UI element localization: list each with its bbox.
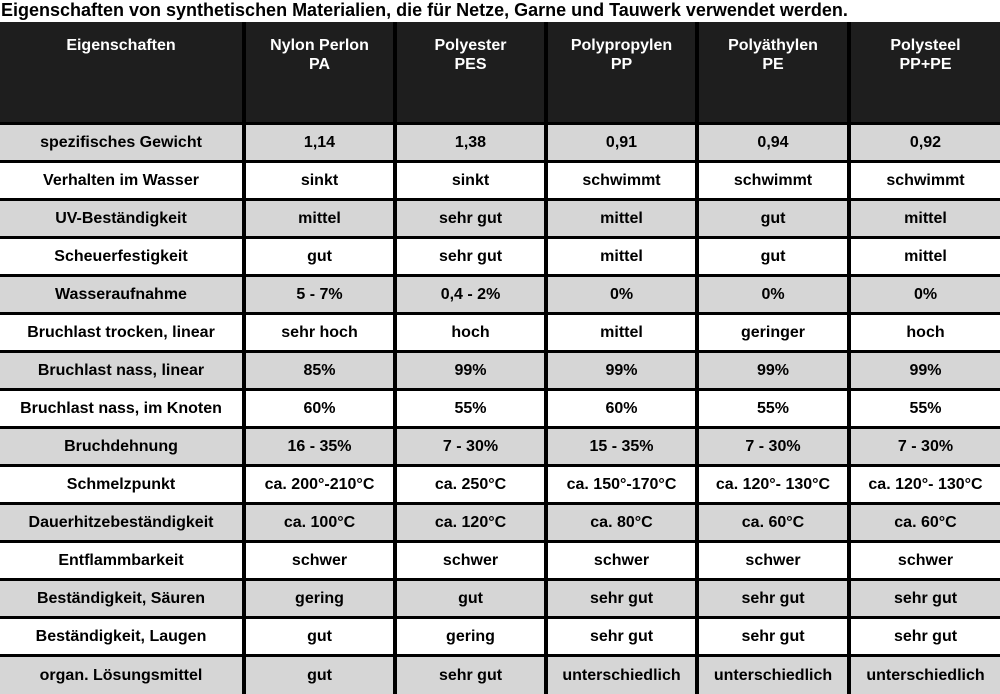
value-cell-pp: sehr gut xyxy=(546,618,697,656)
row-label-cell: Schmelzpunkt xyxy=(0,466,244,504)
value-cell-pp: mittel xyxy=(546,200,697,238)
value-cell-pp-pe: schwimmt xyxy=(849,162,1000,200)
value-cell-pp-pe: hoch xyxy=(849,314,1000,352)
header-cell-pp-pe xyxy=(849,22,1000,124)
header-line1: Polyester xyxy=(397,36,544,55)
table-row xyxy=(0,618,1000,656)
header-line2: PA xyxy=(246,55,393,74)
value-cell-pes: 55% xyxy=(395,390,546,428)
row-label-cell: Entflammbarkeit xyxy=(0,542,244,580)
value-cell-pes: sinkt xyxy=(395,162,546,200)
header-cell-pp xyxy=(546,22,697,124)
header-cell-pe xyxy=(697,22,849,124)
value-cell-pp: unterschiedlich xyxy=(546,656,697,694)
value-cell-pa: 60% xyxy=(244,390,395,428)
value-cell-pp: ca. 150°-170°C xyxy=(546,466,697,504)
header-line2: PE xyxy=(699,55,847,74)
value-cell-pe: gut xyxy=(697,238,849,276)
row-label-cell: organ. Lösungsmittel xyxy=(0,656,244,694)
header-line2: PP xyxy=(548,55,695,74)
value-cell-pa: gut xyxy=(244,238,395,276)
value-cell-pe: sehr gut xyxy=(697,618,849,656)
value-cell-pa: gering xyxy=(244,580,395,618)
value-cell-pp: schwer xyxy=(546,542,697,580)
value-cell-pa: sehr hoch xyxy=(244,314,395,352)
value-cell-pe: sehr gut xyxy=(697,580,849,618)
value-cell-pp: 0,91 xyxy=(546,124,697,162)
properties-table xyxy=(0,22,1000,694)
value-cell-pes: ca. 250°C xyxy=(395,466,546,504)
value-cell-pa: ca. 100°C xyxy=(244,504,395,542)
value-cell-pe: ca. 120°- 130°C xyxy=(697,466,849,504)
value-cell-pa: mittel xyxy=(244,200,395,238)
value-cell-pa: ca. 200°-210°C xyxy=(244,466,395,504)
table-row xyxy=(0,580,1000,618)
value-cell-pes: sehr gut xyxy=(395,200,546,238)
value-cell-pa: 5 - 7% xyxy=(244,276,395,314)
row-label-cell: Wasseraufnahme xyxy=(0,276,244,314)
header-line1: Eigenschaften xyxy=(66,37,175,54)
table-body xyxy=(0,124,1000,694)
value-cell-pp: 60% xyxy=(546,390,697,428)
row-label-cell: Verhalten im Wasser xyxy=(0,162,244,200)
row-label-cell: spezifisches Gewicht xyxy=(0,124,244,162)
table-row xyxy=(0,162,1000,200)
value-cell-pp: 15 - 35% xyxy=(546,428,697,466)
value-cell-pp-pe: 55% xyxy=(849,390,1000,428)
table-row xyxy=(0,238,1000,276)
value-cell-pe: schwimmt xyxy=(697,162,849,200)
header-line1: Polysteel xyxy=(851,36,1000,55)
value-cell-pp-pe: sehr gut xyxy=(849,580,1000,618)
value-cell-pp-pe: 7 - 30% xyxy=(849,428,1000,466)
value-cell-pp-pe: sehr gut xyxy=(849,618,1000,656)
value-cell-pe: 55% xyxy=(697,390,849,428)
value-cell-pp: schwimmt xyxy=(546,162,697,200)
value-cell-pp-pe: 99% xyxy=(849,352,1000,390)
value-cell-pes: ca. 120°C xyxy=(395,504,546,542)
value-cell-pp-pe: 0% xyxy=(849,276,1000,314)
row-label-cell: UV-Beständigkeit xyxy=(0,200,244,238)
value-cell-pes: 1,38 xyxy=(395,124,546,162)
row-label-cell: Dauerhitzebeständigkeit xyxy=(0,504,244,542)
table-row xyxy=(0,428,1000,466)
value-cell-pa: 1,14 xyxy=(244,124,395,162)
value-cell-pes: 7 - 30% xyxy=(395,428,546,466)
value-cell-pes: schwer xyxy=(395,542,546,580)
value-cell-pp-pe: unterschiedlich xyxy=(849,656,1000,694)
value-cell-pp-pe: mittel xyxy=(849,238,1000,276)
value-cell-pe: unterschiedlich xyxy=(697,656,849,694)
value-cell-pp-pe: mittel xyxy=(849,200,1000,238)
value-cell-pp: mittel xyxy=(546,314,697,352)
value-cell-pes: gut xyxy=(395,580,546,618)
row-label-cell: Bruchlast nass, linear xyxy=(0,352,244,390)
value-cell-pes: 0,4 - 2% xyxy=(395,276,546,314)
value-cell-pp: ca. 80°C xyxy=(546,504,697,542)
header-line2: PES xyxy=(397,55,544,74)
row-label-cell: Bruchdehnung xyxy=(0,428,244,466)
header-line1: Polyäthylen xyxy=(699,36,847,55)
row-label-cell: Beständigkeit, Säuren xyxy=(0,580,244,618)
value-cell-pe: schwer xyxy=(697,542,849,580)
header-line1: Nylon Perlon xyxy=(246,36,393,55)
row-label-cell: Scheuerfestigkeit xyxy=(0,238,244,276)
value-cell-pa: gut xyxy=(244,618,395,656)
value-cell-pe: 0% xyxy=(697,276,849,314)
table-row xyxy=(0,200,1000,238)
header-cell-properties xyxy=(0,22,244,124)
value-cell-pa: 16 - 35% xyxy=(244,428,395,466)
value-cell-pes: 99% xyxy=(395,352,546,390)
value-cell-pp-pe: 0,92 xyxy=(849,124,1000,162)
value-cell-pa: sinkt xyxy=(244,162,395,200)
row-label-cell: Bruchlast nass, im Knoten xyxy=(0,390,244,428)
value-cell-pes: sehr gut xyxy=(395,656,546,694)
value-cell-pp-pe: ca. 60°C xyxy=(849,504,1000,542)
header-line2: PP+PE xyxy=(851,55,1000,74)
value-cell-pe: gut xyxy=(697,200,849,238)
value-cell-pe: geringer xyxy=(697,314,849,352)
header-row xyxy=(0,22,1000,124)
table-row xyxy=(0,124,1000,162)
value-cell-pp: sehr gut xyxy=(546,580,697,618)
value-cell-pe: 0,94 xyxy=(697,124,849,162)
table-row xyxy=(0,504,1000,542)
table-row xyxy=(0,466,1000,504)
value-cell-pes: gering xyxy=(395,618,546,656)
value-cell-pp: 0% xyxy=(546,276,697,314)
value-cell-pes: sehr gut xyxy=(395,238,546,276)
table-row xyxy=(0,314,1000,352)
table-row xyxy=(0,352,1000,390)
value-cell-pe: 99% xyxy=(697,352,849,390)
value-cell-pa: 85% xyxy=(244,352,395,390)
value-cell-pp: mittel xyxy=(546,238,697,276)
value-cell-pa: schwer xyxy=(244,542,395,580)
table-row xyxy=(0,276,1000,314)
row-label-cell: Beständigkeit, Laugen xyxy=(0,618,244,656)
table-row xyxy=(0,656,1000,694)
header-cell-pes xyxy=(395,22,546,124)
value-cell-pa: gut xyxy=(244,656,395,694)
table-row xyxy=(0,542,1000,580)
value-cell-pe: 7 - 30% xyxy=(697,428,849,466)
header-cell-pa xyxy=(244,22,395,124)
value-cell-pp-pe: ca. 120°- 130°C xyxy=(849,466,1000,504)
value-cell-pes: hoch xyxy=(395,314,546,352)
header-line1: Polypropylen xyxy=(548,36,695,55)
value-cell-pp-pe: schwer xyxy=(849,542,1000,580)
table-row xyxy=(0,390,1000,428)
value-cell-pe: ca. 60°C xyxy=(697,504,849,542)
document-title: Eigenschaften von synthetischen Materialien, die für Netze, Garne und Tauwerk verwendet werden. xyxy=(0,0,1000,22)
row-label-cell: Bruchlast trocken, linear xyxy=(0,314,244,352)
value-cell-pp: 99% xyxy=(546,352,697,390)
